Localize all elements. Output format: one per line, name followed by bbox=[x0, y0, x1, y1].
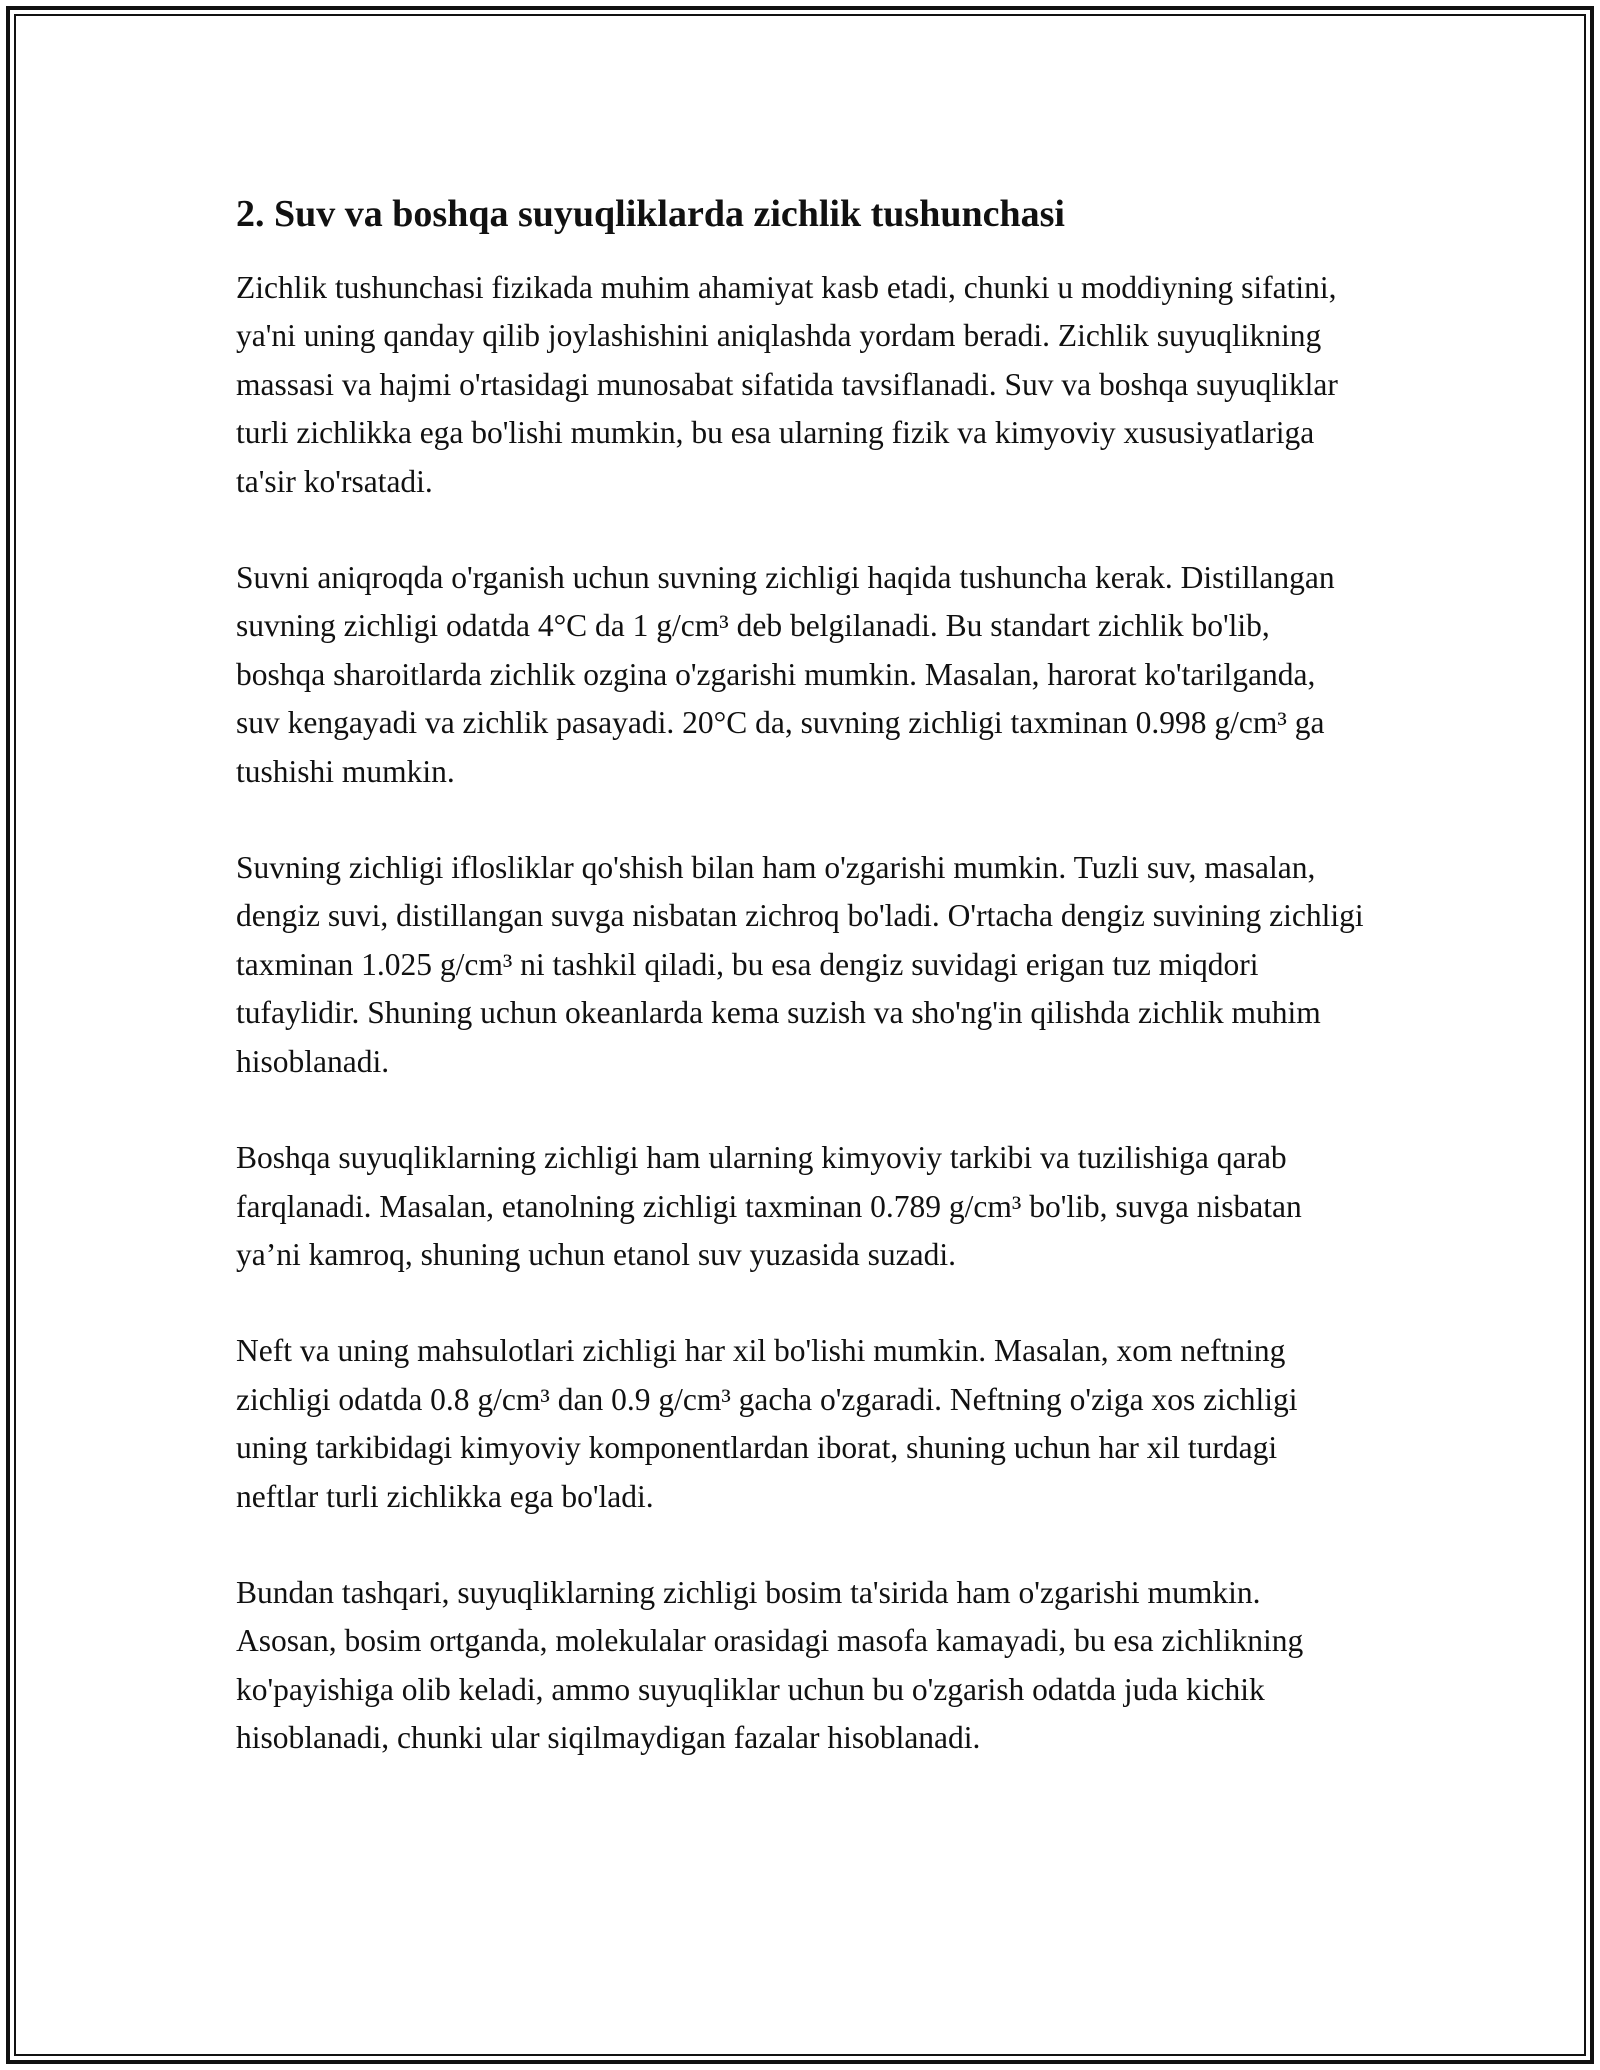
section-heading: 2. Suv va boshqa suyuqliklarda zichlik tushunchasi bbox=[236, 193, 1065, 235]
document-body bbox=[236, 186, 1366, 1763]
paragraph-salt-water: Suvning zichligi iflosliklar qo'shish bilan ham o'zgarishi mumkin. Tuzli suv, masalan, dengiz suvi, distillangan suvga nisbatan zichroq bo'ladi. O'rtacha dengiz suvining zichligi taxminan 1.025 g/cm³ ni tashkil qiladi, bu esa dengiz suvidagi erigan tuz miqdori tufaylidir. Shuning uchun okeanlarda kema suzish va sho'ng'in qilishda zichlik muhim hisoblanadi. bbox=[236, 850, 1364, 1079]
paragraph-oil-density: Neft va uning mahsulotlari zichligi har xil bo'lishi mumkin. Masalan, xom neftning zichligi odatda 0.8 g/cm³ dan 0.9 g/cm³ gacha o'zgaradi. Neftning o'ziga xos zichligi uning tarkibidagi kimyoviy komponentlardan iborat, shuning uchun har xil turdagi neftlar turli zichlikka ega bo'ladi. bbox=[236, 1333, 1298, 1514]
paragraph-other-liquids: Boshqa suyuqliklarning zichligi ham ularning kimyoviy tarkibi va tuzilishiga qarab farqlanadi. Masalan, etanolning zichligi taxminan 0.789 g/cm³ bo'lib, suvga nisbatan ya’ni kamroq, shuning uchun etanol suv yuzasida suzadi. bbox=[236, 1140, 1302, 1272]
paragraph-water-density: Suvni aniqroqda o'rganish uchun suvning zichligi haqida tushuncha kerak. Distillangan suvning zichligi odatda 4°C da 1 g/cm³ deb belgilanadi. Bu standart zichlik bo'lib, boshqa sharoitlarda zichlik ozgina o'zgarishi mumkin. Masalan, harorat ko'tarilganda, suv kengayadi va zichlik pasayadi. 20°C da, suvning zichligi taxminan 0.998 g/cm³ ga tushishi mumkin. bbox=[236, 560, 1335, 789]
paragraph-pressure-effect: Bundan tashqari, suyuqliklarning zichligi bosim ta'sirida ham o'zgarishi mumkin. Asosan, bosim ortganda, molekulalar orasidagi masofa kamayadi, bu esa zichlikning ko'payishiga olib keladi, ammo suyuqliklar uchun bu o'zgarish odatda juda kichik hisoblanadi, chunki ular siqilmaydigan fazalar hisoblanadi. bbox=[236, 1574, 1304, 1756]
paragraph-density-concept: Zichlik tushunchasi fizikada muhim ahamiyat kasb etadi, chunki u moddiyning sifatini, ya'ni uning qanday qilib joylashishini aniqlashda yordam beradi. Zichlik suyuqlikning massasi va hajmi o'rtasidagi munosabat sifatida tavsiflanadi. Suv va boshqa suyuqliklar turli zichlikka ega bo'lishi mumkin, bu esa ularning fizik va kimyoviy xususiyatlariga ta'sir ko'rsatadi. bbox=[236, 270, 1338, 499]
